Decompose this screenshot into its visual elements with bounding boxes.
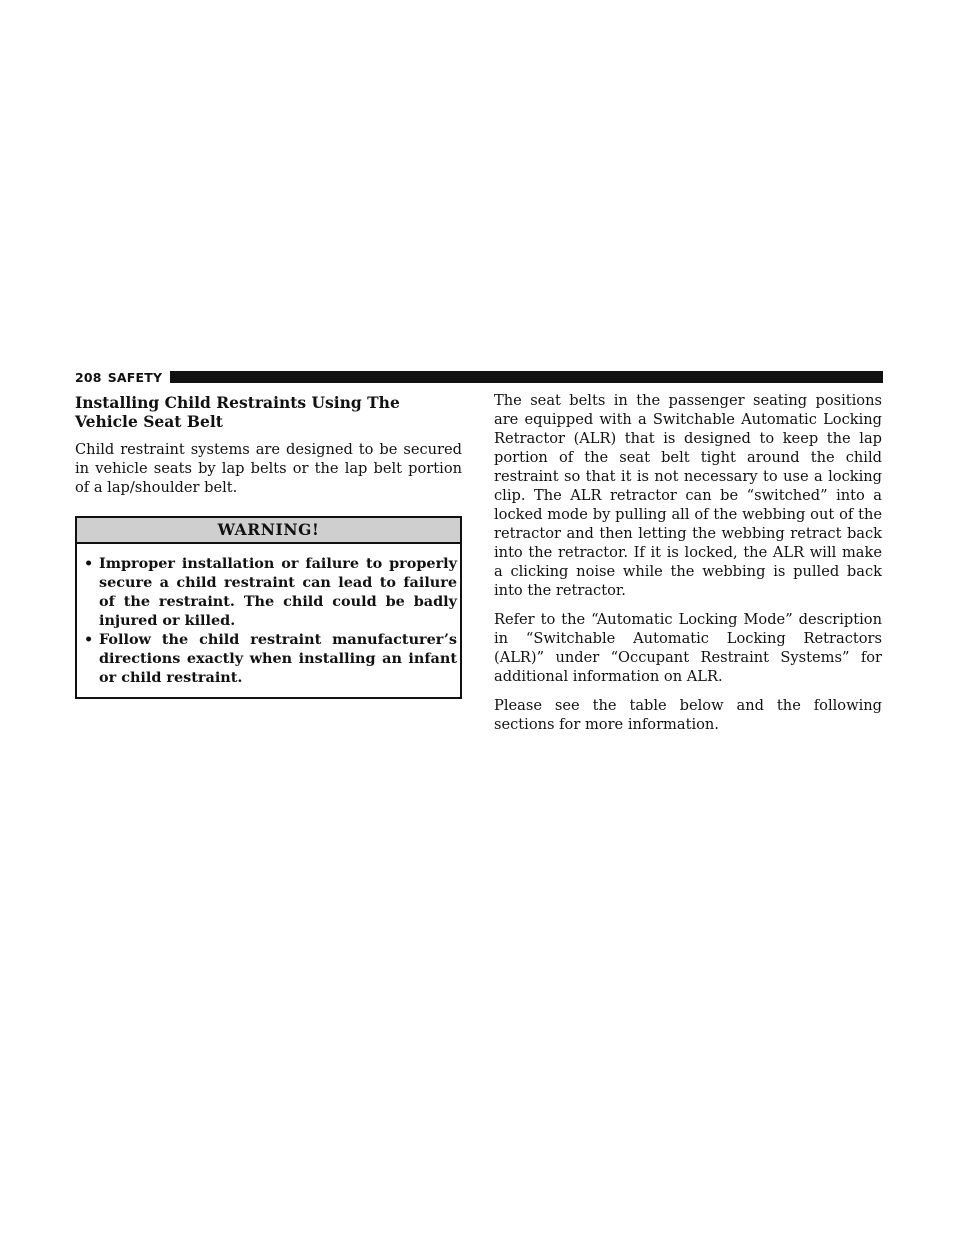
header-rule (170, 371, 883, 383)
bullet-icon: • (84, 631, 94, 648)
warning-item-text: Improper installation or failure to properly secure a child restraint can lead to failure of the restraint. The child could be badly injured or killed. (99, 555, 457, 629)
warning-title: WARNING! (77, 518, 460, 544)
left-column (75, 393, 462, 699)
bullet-icon: • (84, 555, 94, 572)
section-title: SAFETY (107, 369, 163, 385)
table-note-paragraph: Please see the table below and the following sections for more information. (494, 697, 882, 733)
alr-paragraph: The seat belts in the passenger seating positions are equipped with a Switchable Automatic Locking Retractor (ALR) that is designed to keep the lap portion of the seat belt tight around the child restraint so that it is not necessary to use a locking clip. The ALR retractor can be “switched” into a locked mode by pulling all of the webbing out of the retractor and then letting the webbing retract back into the retractor. If it is locked, the ALR will make a clicking noise while the webbing is pulled back into the retractor. (494, 392, 882, 599)
intro-paragraph: Child restraint systems are designed to be secured in vehicle seats by lap belts or the lap belt portion of a lap/shoulder belt. (75, 441, 462, 496)
warning-box (75, 516, 462, 699)
warning-item-text: Follow the child restraint manufacturer’s directions exactly when installing an infant or child restraint. (99, 631, 457, 686)
warning-item (81, 554, 457, 630)
warning-list (77, 544, 460, 697)
warning-item (81, 630, 457, 687)
page-number: 208 (75, 369, 102, 385)
page-header (75, 370, 883, 384)
refer-paragraph: Refer to the “Automatic Locking Mode” description in “Switchable Automatic Locking Retractors (ALR)” under “Occupant Restraint Systems” for additional information on ALR. (494, 611, 882, 685)
section-heading: Installing Child Restraints Using The Vehicle Seat Belt (75, 393, 400, 431)
right-column (494, 391, 882, 744)
